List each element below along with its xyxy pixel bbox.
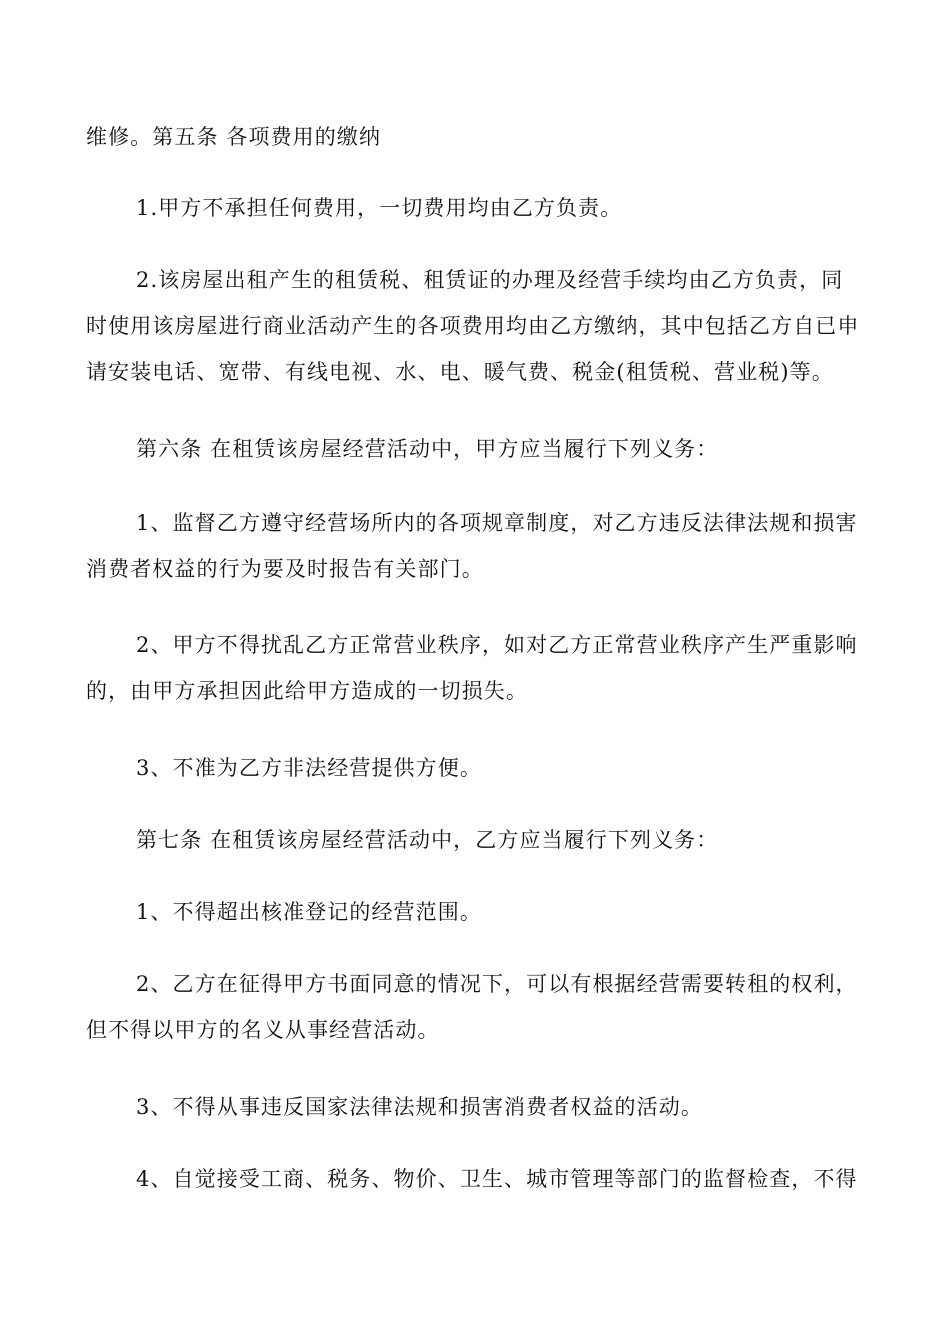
- paragraph-section5-item2: 2.该房屋出租产生的租赁税、租赁证的办理及经营手续均由乙方负责，同时使用该房屋进行商业活动产生的各项费用均由乙方缴纳，其中包括乙方自已申请安装电话、宽带、有线电视、水、电、暖气费、税金(租赁税、营业税)等。: [86, 268, 860, 384]
- paragraph-section7-item1: 1、不得超出核准登记的经营范围。: [136, 900, 482, 924]
- paragraph-section6-heading: 第六条 在租赁该房屋经营活动中，甲方应当履行下列义务：: [136, 437, 719, 461]
- paragraph-section5-heading: 维修。第五条 各项费用的缴纳: [86, 125, 382, 149]
- paragraph-section6-item3: 3、不准为乙方非法经营提供方便。: [136, 756, 482, 780]
- paragraph-section7-item2: 2、乙方在征得甲方书面同意的情况下，可以有根据经营需要转租的权利，但不得以甲方的名义从事经营活动。: [86, 972, 858, 1042]
- paragraph-section6-item2: 2、甲方不得扰乱乙方正常营业秩序，如对乙方正常营业秩序产生严重影响的，由甲方承担因此给甲方造成的一切损失。: [86, 633, 858, 703]
- paragraph-section7-item4: 4、自觉接受工商、税务、物价、卫生、城市管理等部门的监督检查，不得: [136, 1167, 858, 1191]
- paragraph-section7-item3: 3、不得从事违反国家法律法规和损害消费者权益的活动。: [136, 1095, 703, 1119]
- paragraph-section6-item1: 1、监督乙方遵守经营场所内的各项规章制度，对乙方违反法律法规和损害消费者权益的行为要及时报告有关部门。: [86, 511, 858, 581]
- paragraph-section5-item1: 1.甲方不承担任何费用，一切费用均由乙方负责。: [136, 196, 623, 220]
- paragraph-section7-heading: 第七条 在租赁该房屋经营活动中，乙方应当履行下列义务：: [136, 828, 719, 852]
